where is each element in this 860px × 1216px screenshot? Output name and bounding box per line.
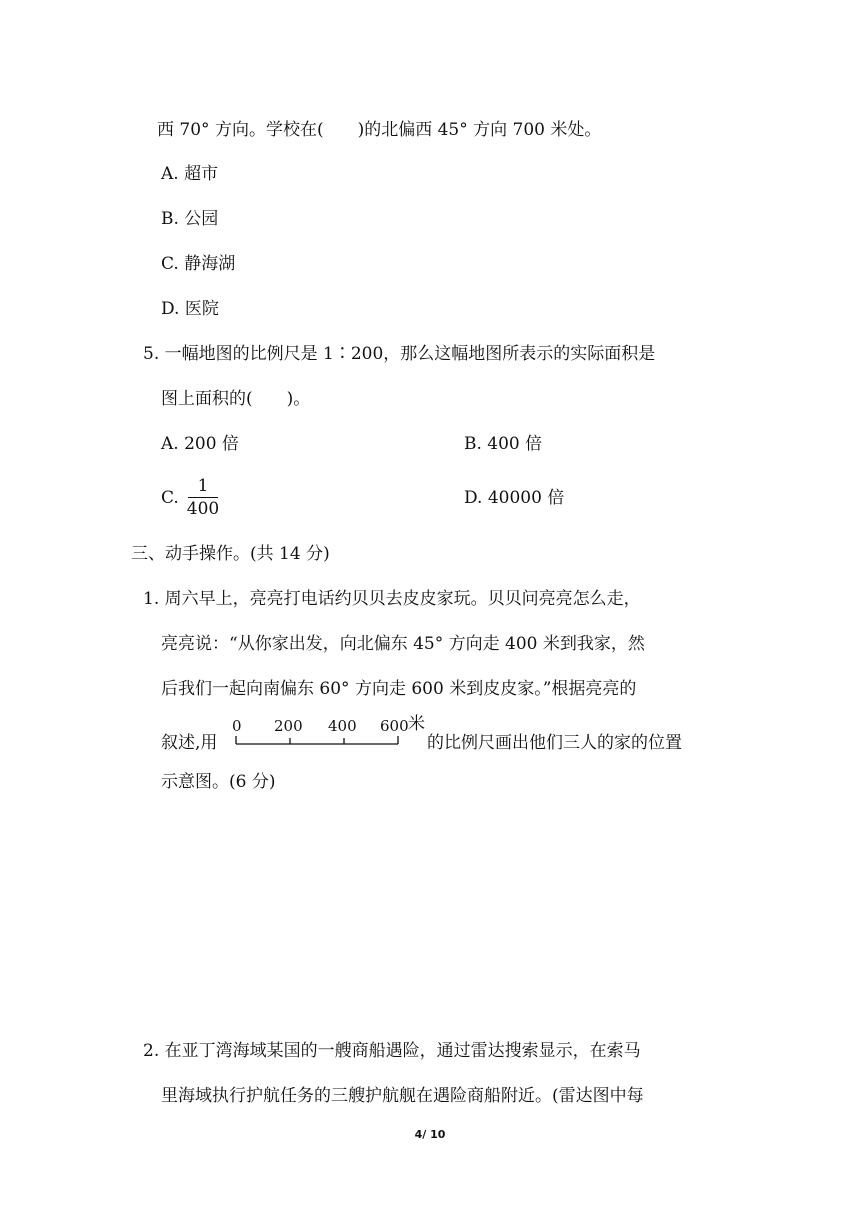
q4-option-c: C. 静海湖 [161,254,236,274]
page-number: 4/ 10 [414,1128,446,1141]
p1-line-1: 1. 周六早上，亮亮打电话约贝贝去皮皮家玩。贝贝问亮亮怎么走， [143,589,641,609]
q5-option-c-fraction [186,476,220,519]
scale-label-600: 600 [380,717,409,735]
q5-option-b: B. 400 倍 [464,434,543,454]
p2-line-2: 里海域执行护航任务的三艘护航舰在遇险商船附近。(雷达图中每 [161,1086,644,1106]
scale-label-0: 0 [232,717,242,735]
fraction-numerator: 1 [197,476,209,496]
fraction-denominator: 400 [186,499,220,519]
scale-bar [230,714,430,748]
scale-label-400: 400 [328,717,357,735]
q4-option-b: B. 公园 [161,209,219,229]
p1-line-2: 亮亮说：“从你家出发，向北偏东 45° 方向走 400 米到我家，然 [161,634,645,654]
q5-option-c-prefix: C. [161,488,179,508]
q4-continuation: 西 70° 方向。学校在( )的北偏西 45° 方向 700 米处。 [157,120,602,140]
scale-unit: 米 [408,714,425,734]
section-3-heading: 三、动手操作。(共 14 分) [131,544,330,564]
p1-line-4-post: 的比例尺画出他们三人的家的位置 [427,733,682,753]
p1-line-5: 示意图。(6 分) [161,772,276,792]
p1-line-4-pre: 叙述,用 [161,733,218,753]
q4-option-d: D. 医院 [161,299,219,319]
q5-line-2: 图上面积的( )。 [161,389,311,409]
q4-option-a: A. 超市 [161,164,219,184]
q5-option-d: D. 40000 倍 [464,488,565,508]
p1-line-3: 后我们一起向南偏东 60° 方向走 600 米到皮皮家。”根据亮亮的 [161,679,637,699]
q5-option-a: A. 200 倍 [161,434,239,454]
q5-line-1: 5. 一幅地图的比例尺是 1∶200，那么这幅地图所表示的实际面积是 [143,344,656,364]
fraction-bar [188,497,218,498]
scale-label-200: 200 [274,717,303,735]
p2-line-1: 2. 在亚丁湾海域某国的一艘商船遇险，通过雷达搜索显示，在索马 [143,1041,641,1061]
scale-line [230,714,430,748]
